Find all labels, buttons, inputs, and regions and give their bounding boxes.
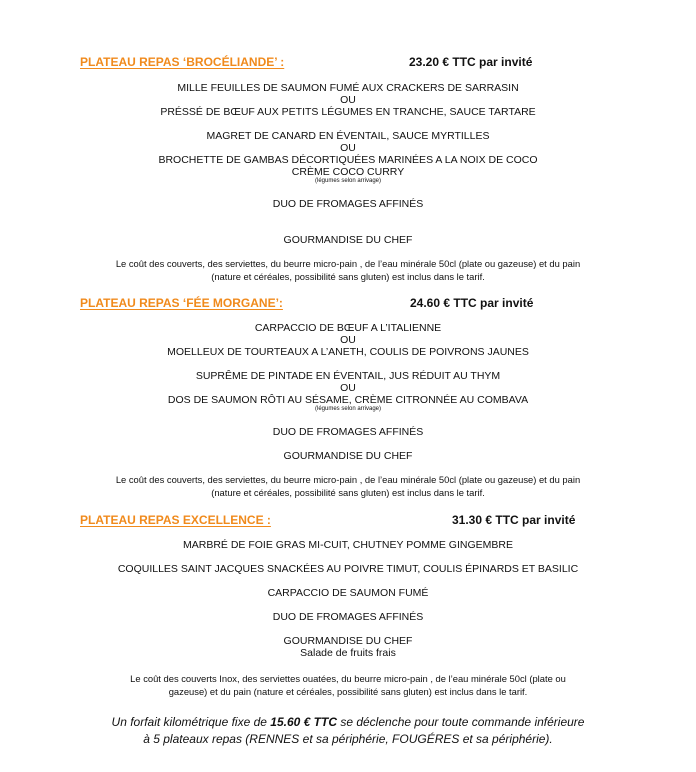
plateau-2-dish: DOS DE SAUMON RÔTI AU SÉSAME, CRÈME CITRONNÉE AU COMBAVA	[167, 394, 529, 406]
plateau-1-title: PLATEAU REPAS ‘BROCÉLIANDE’ :	[80, 55, 285, 69]
mileage-fee-text: se déclenche pour toute commande inférieure	[336, 715, 585, 729]
mileage-fee-text: Un forfait kilométrique fixe de	[111, 715, 271, 729]
mileage-fee-amount: 15.60 € TTC	[270, 715, 337, 729]
plateau-2-vegetables-note: (légumes selon arrivage)	[314, 406, 382, 412]
plateau-1-vegetables-note: (légumes selon arrivage)	[314, 178, 382, 184]
plateau-1-dish: BROCHETTE DE GAMBAS DÉCORTIQUÉES MARINÉES A LA NOIX DE COCO	[158, 154, 538, 166]
plateau-1-dish: CRÈME COCO CURRY	[291, 166, 405, 178]
note-line: Le coût des couverts Inox, des serviettes ouatées, du beurre micro-pain , de l’eau minérale 50cl (plate ou	[130, 673, 566, 684]
plateau-3-dish: COQUILLES SAINT JACQUES SNACKÉES AU POIVRE TIMUT, COULIS ÉPINARDS ET BASILIC	[117, 563, 579, 575]
plateau-2-or: OU	[340, 334, 356, 346]
plateau-2-title: PLATEAU REPAS ‘FÉE MORGANE’:	[80, 296, 283, 310]
note-line: Le coût des couverts, des serviettes, du beurre micro-pain , de l’eau minérale 50cl (plate ou gazeuse) et du pain	[115, 474, 581, 485]
plateau-2-price: 24.60 € TTC par invité	[410, 296, 534, 310]
plateau-3-included-note	[82, 672, 614, 698]
note-line: Le coût des couverts, des serviettes, du beurre micro-pain , de l’eau minérale 50cl (plate ou gazeuse) et du pain	[115, 258, 581, 269]
plateau-2-dish: MOELLEUX DE TOURTEAUX A L’ANETH, COULIS DE POIVRONS JAUNES	[167, 346, 529, 358]
mileage-fee-area: à 5 plateaux repas (RENNES et sa périphérie, FOUGÉRES et sa périphérie).	[143, 732, 553, 746]
plateau-2-included-note	[72, 473, 624, 499]
note-line: gazeuse) et du pain (nature et céréales, possibilité sans gluten) est inclus dans le tarif.	[168, 686, 528, 697]
plateau-1-included-note	[72, 257, 624, 283]
plateau-3-dish: MARBRÉ DE FOIE GRAS MI-CUIT, CHUTNEY POMME GINGEMBRE	[182, 539, 513, 551]
plateau-2-dish: SUPRÊME DE PINTADE EN ÉVENTAIL, JUS RÉDUIT AU THYM	[195, 370, 501, 382]
note-line: (nature et céréales, possibilité sans gluten) est inclus dans le tarif.	[211, 271, 485, 282]
note-line: (nature et céréales, possibilité sans gluten) est inclus dans le tarif.	[211, 487, 485, 498]
mileage-fee-notice	[0, 714, 696, 731]
plateau-3-dish: CARPACCIO DE SAUMON FUMÉ	[267, 587, 429, 599]
plateau-1-dessert: GOURMANDISE DU CHEF	[283, 234, 413, 246]
plateau-2-dessert: GOURMANDISE DU CHEF	[283, 450, 413, 462]
plateau-2-or: OU	[340, 382, 356, 394]
plateau-1-cheese: DUO DE FROMAGES AFFINÉS	[272, 198, 424, 210]
plateau-2-dish: CARPACCIO DE BŒUF A L’ITALIENNE	[254, 322, 442, 334]
plateau-1-dish: PRÉSSÉ DE BŒUF AUX PETITS LÉGUMES EN TRANCHE, SAUCE TARTARE	[160, 106, 536, 118]
plateau-3-dessert-detail: Salade de fruits frais	[300, 647, 396, 659]
plateau-3-dessert: GOURMANDISE DU CHEF	[283, 635, 413, 647]
plateau-3-cheese: DUO DE FROMAGES AFFINÉS	[272, 611, 424, 623]
plateau-1-dish: MILLE FEUILLES DE SAUMON FUMÉ AUX CRACKERS DE SARRASIN	[177, 82, 519, 94]
plateau-3-price: 31.30 € TTC par invité	[452, 513, 576, 527]
plateau-2-cheese: DUO DE FROMAGES AFFINÉS	[272, 426, 424, 438]
plateau-1-price: 23.20 € TTC par invité	[409, 55, 533, 69]
plateau-3-title: PLATEAU REPAS EXCELLENCE :	[80, 513, 271, 527]
plateau-1-dish: MAGRET DE CANARD EN ÉVENTAIL, SAUCE MYRTILLES	[206, 130, 490, 142]
plateau-1-or: OU	[340, 94, 356, 106]
plateau-1-or: OU	[340, 142, 356, 154]
